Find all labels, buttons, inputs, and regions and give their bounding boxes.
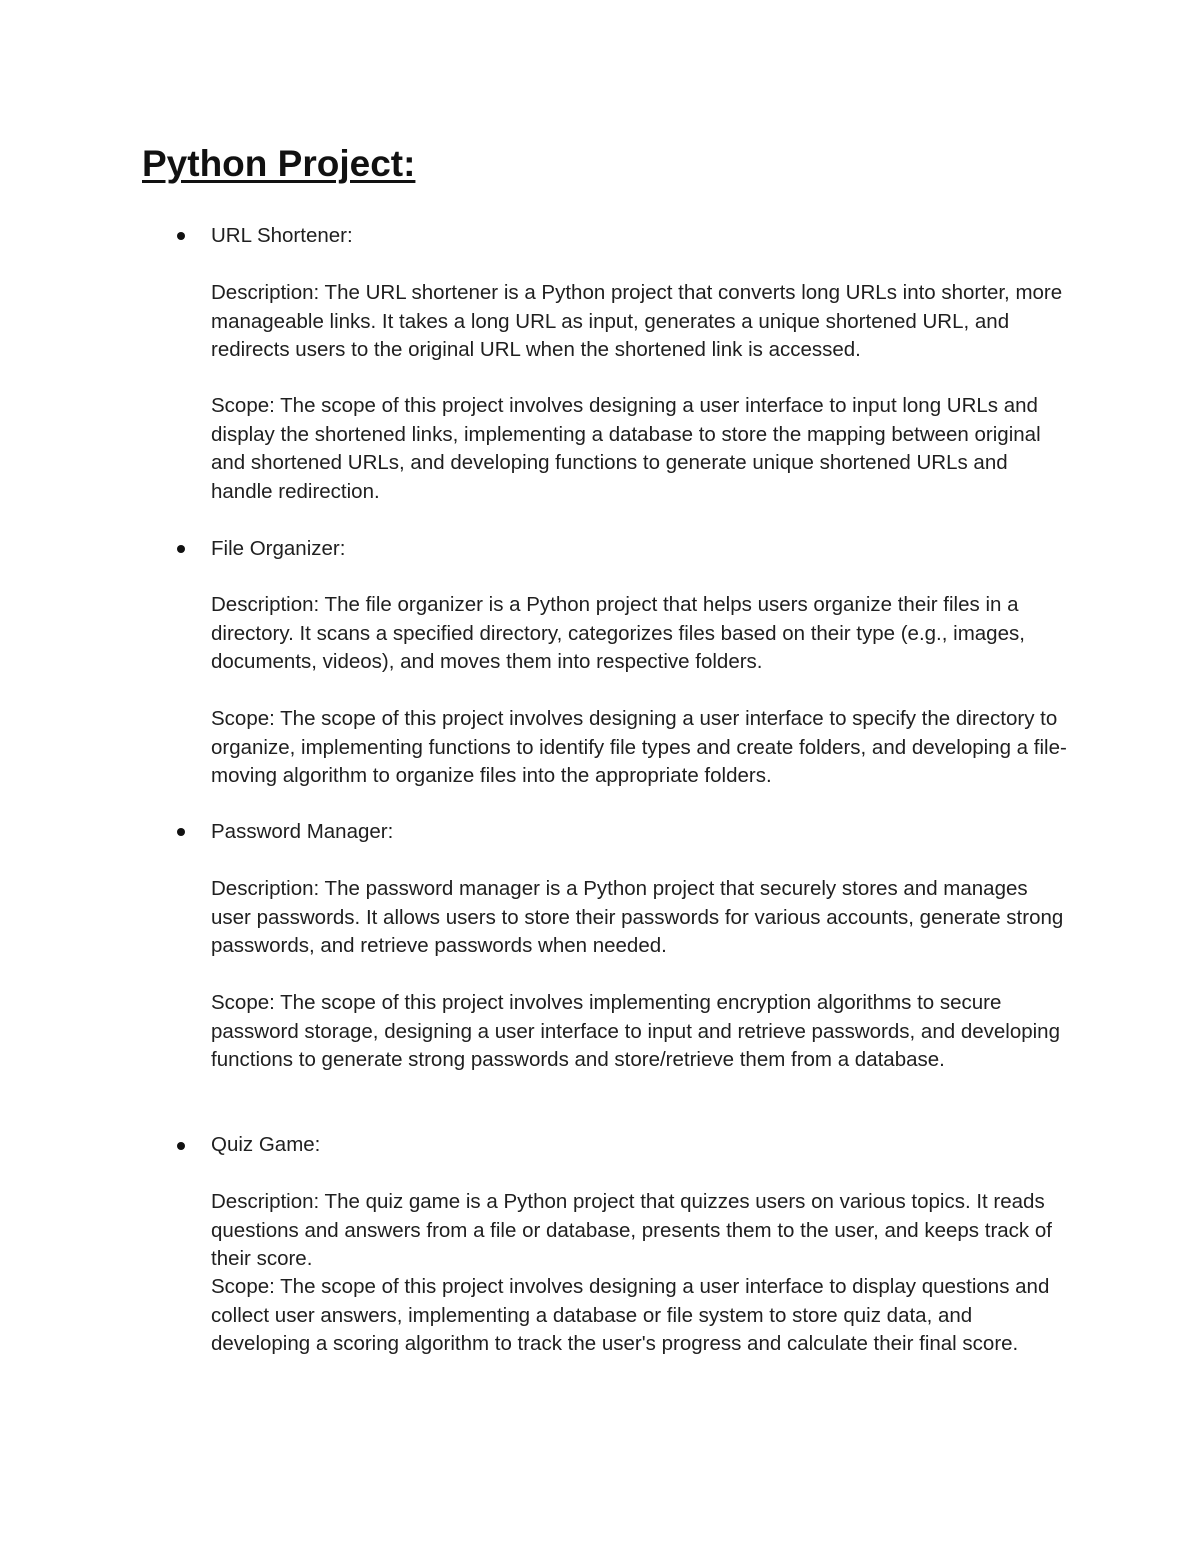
item-scope: Scope: The scope of this project involves designing a user interface to input long URLs and display the shortened links, implementing a database to store the mapping between original and shortened URLs, and developing functions to generate unique shortened URLs and handle redirection. bbox=[211, 394, 1041, 503]
bullet-icon bbox=[177, 232, 185, 240]
item-scope: Scope: The scope of this project involves implementing encryption algorithms to secure password storage, designing a user interface to input and retrieve passwords, and developing functions to generate strong passwords and store/retrieve them from a database. bbox=[211, 991, 1060, 1071]
item-description: Description: The file organizer is a Python project that helps users organize their files in a directory. It scans a specified directory, categorizes files based on their type (e.g., images, documents, videos), and moves them into respective folders. bbox=[211, 593, 1025, 673]
item-heading: Password Manager: bbox=[211, 820, 394, 843]
item-description: Description: The quiz game is a Python project that quizzes users on various topics. It reads questions and answers from a file or database, presents them to the user, and keeps track of their score. bbox=[211, 1190, 1052, 1270]
item-heading: File Organizer: bbox=[211, 537, 346, 560]
item-scope: Scope: The scope of this project involves designing a user interface to specify the directory to organize, implementing functions to identify file types and create folders, and developing a file-moving algorithm to organize files into the appropriate folders. bbox=[211, 707, 1067, 787]
bullet-icon bbox=[177, 545, 185, 553]
item-description: Description: The URL shortener is a Python project that converts long URLs into shorter, more manageable links. It takes a long URL as input, generates a unique shortened URL, and redirects users to the original URL when the shortened link is accessed. bbox=[211, 281, 1063, 361]
item-description: Description: The password manager is a Python project that securely stores and manages user passwords. It allows users to store their passwords for various accounts, generate strong passwords, and retrieve passwords when needed. bbox=[211, 877, 1064, 957]
bullet-icon bbox=[177, 828, 185, 836]
bullet-icon bbox=[177, 1142, 185, 1150]
item-heading: Quiz Game: bbox=[211, 1133, 321, 1156]
item-heading: URL Shortener: bbox=[211, 224, 353, 247]
item-scope: Scope: The scope of this project involves designing a user interface to display questions and collect user answers, implementing a database or file system to store quiz data, and developing a scoring algorithm to track the user's progress and calculate their final score. bbox=[211, 1275, 1050, 1355]
page-title: Python Project: bbox=[142, 143, 416, 184]
